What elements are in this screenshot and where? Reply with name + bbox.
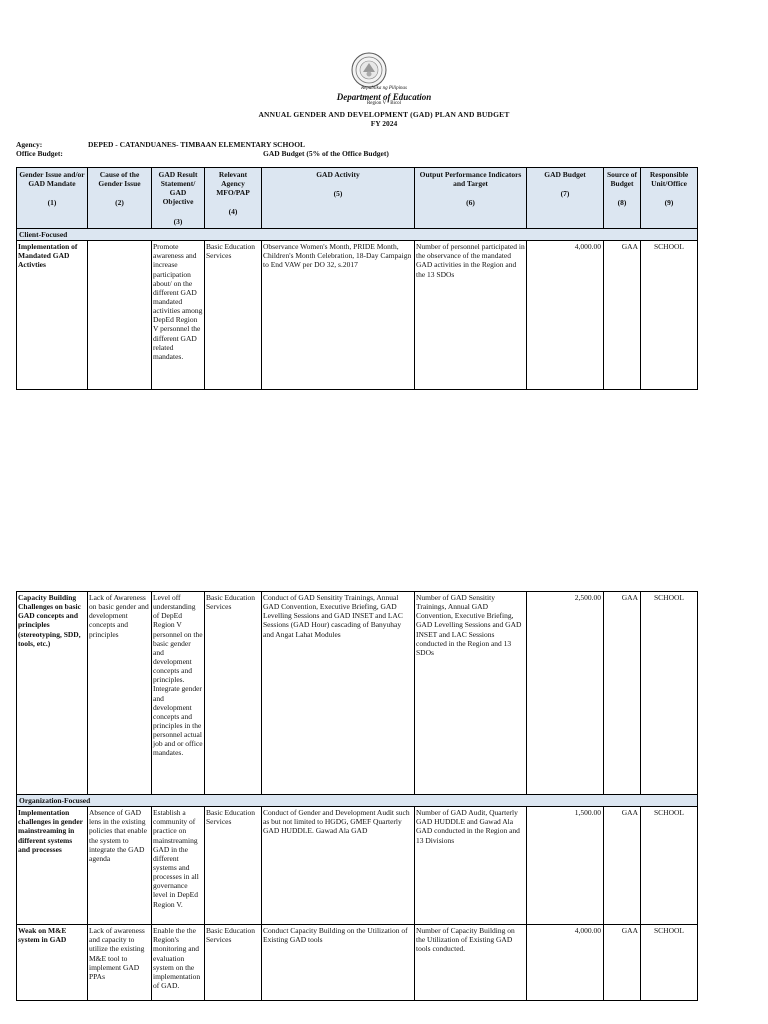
table-row xyxy=(17,925,698,1001)
gad-budget-label: GAD Budget (5% of the Office Budget) xyxy=(263,149,389,158)
department-name: Department of Education xyxy=(336,92,432,102)
cell-unit: SCHOOL xyxy=(641,592,698,795)
cell-objective: Level off understanding of DepEd Region V personnel on the basic gender and development concepts and principles. Integrate gender and development concepts and principles in the personnel actual job and or office mandates. xyxy=(152,592,205,795)
cell-cause: Lack of awareness and capacity to utilize the existing M&E tool to implement GAD PPAs xyxy=(88,925,152,1001)
col-header: GAD Result Statement/ GAD Objective (3) xyxy=(152,168,205,229)
table-row xyxy=(17,241,698,390)
cell-issue: Capacity Building Challenges on basic GAD concepts and principles (stereotyping, SDD, tools, etc.) xyxy=(17,592,88,795)
col-header: Gender Issue and/or GAD Mandate (1) xyxy=(17,168,88,229)
col-header: GAD Budget (7) xyxy=(527,168,604,229)
col-header: Responsible Unit/Office (9) xyxy=(641,168,698,229)
gad-plan-table-continued xyxy=(16,591,698,1001)
table-row xyxy=(17,592,698,795)
cell-activity: Conduct Capacity Building on the Utilization of Existing GAD tools xyxy=(262,925,415,1001)
cell-mfo: Basic Education Services xyxy=(205,807,262,925)
cell-objective: Enable the the Region's monitoring and evaluation system on the implementation of GAD. xyxy=(152,925,205,1001)
col-header: Output Performance Indicators and Target (6) xyxy=(415,168,527,229)
cell-objective: Promote awareness and increase participation about/ on the different GAD mandated activities among DepEd Region V personnel the different GAD related mandates. xyxy=(152,241,205,390)
cell-budget: 1,500.00 xyxy=(527,807,604,925)
region-label: Region V - Bicol xyxy=(366,101,402,106)
agency-label: Agency: xyxy=(16,140,43,149)
section-row-org xyxy=(17,795,698,807)
cell-source: GAA xyxy=(604,807,641,925)
cell-activity: Observance Women's Month, PRIDE Month, Children's Month Celebration, 18-Day Campaign to End VAW per DO 32, s.2017 xyxy=(262,241,415,390)
cell-cause: Absence of GAD lens in the existing policies that enable the system to integrate the GAD agenda xyxy=(88,807,152,925)
cell-issue: Implementation of Mandated GAD Activties xyxy=(17,241,88,390)
deped-seal-logo xyxy=(351,52,387,88)
col-header: Relevant Agency MFO/PAP (4) xyxy=(205,168,262,229)
cell-source: GAA xyxy=(604,592,641,795)
col-header: GAD Activity (5) xyxy=(262,168,415,229)
cell-source: GAA xyxy=(604,925,641,1001)
cell-activity: Conduct of Gender and Development Audit such as but not limited to HGDG, GMEF Quarterly GAD HUDDLE. Gawad Ala GAD xyxy=(262,807,415,925)
document-title: ANNUAL GENDER AND DEVELOPMENT (GAD) PLAN AND BUDGET xyxy=(258,110,510,119)
cell-budget: 2,500.00 xyxy=(527,592,604,795)
cell-indicator: Number of Capacity Building on the Utilization of Existing GAD tools conducted. xyxy=(415,925,527,1001)
cell-indicator: Number of personnel participated in the observance of the mandated GAD activities in the Region and the 13 SDOs xyxy=(415,241,527,390)
cell-issue: Weak on M&E system in GAD xyxy=(17,925,88,1001)
fiscal-year: FY 2024 xyxy=(370,119,398,128)
cell-budget: 4,000.00 xyxy=(527,241,604,390)
cell-unit: SCHOOL xyxy=(641,925,698,1001)
cell-budget: 4,000.00 xyxy=(527,925,604,1001)
cell-indicator: Number of GAD Audit, Quarterly GAD HUDDLE and Gawad Ala GAD conducted in the Region and 13 Divisions xyxy=(415,807,527,925)
cell-mfo: Basic Education Services xyxy=(205,925,262,1001)
section-label: Client-Focused xyxy=(17,229,698,241)
table-header-row xyxy=(17,168,698,229)
cell-objective: Establish a community of practice on mainstreaming GAD in the different systems and processes in all governance level in DepEd Region V. xyxy=(152,807,205,925)
col-header: Cause of the Gender Issue (2) xyxy=(88,168,152,229)
table-row xyxy=(17,807,698,925)
col-header: Source of Budget (8) xyxy=(604,168,641,229)
cell-indicator: Number of GAD Sensitity Trainings, Annual GAD Convention, Executive Briefing, GAD Levelling Sessions and GAD INSET and LAC Sessions conducted in the Region and 13 SDOs xyxy=(415,592,527,795)
cell-mfo: Basic Education Services xyxy=(205,592,262,795)
republic-label: Republika ng Pilipinas xyxy=(361,86,407,91)
section-label: Organization-Focused xyxy=(17,795,698,807)
cell-unit: SCHOOL xyxy=(641,807,698,925)
gad-plan-table-client xyxy=(16,167,698,390)
cell-issue: Implementation challenges in gender mainstreaming in different systems and processes xyxy=(17,807,88,925)
section-row-client xyxy=(17,229,698,241)
cell-activity: Conduct of GAD Sensitity Trainings, Annual GAD Convention, Executive Briefing, GAD Levelling Sessions and GAD INSET and LAC Sessions (GAD Hour) cascading of Banyuhay and Angat Lahat Modules xyxy=(262,592,415,795)
cell-cause xyxy=(88,241,152,390)
cell-source: GAA xyxy=(604,241,641,390)
cell-cause: Lack of Awareness on basic gender and development concepts and principles xyxy=(88,592,152,795)
cell-mfo: Basic Education Services xyxy=(205,241,262,390)
cell-unit: SCHOOL xyxy=(641,241,698,390)
office-budget-label: Office Budget: xyxy=(16,149,63,158)
agency-value: DEPED - CATANDUANES- TIMBAAN ELEMENTARY SCHOOL xyxy=(88,140,306,149)
